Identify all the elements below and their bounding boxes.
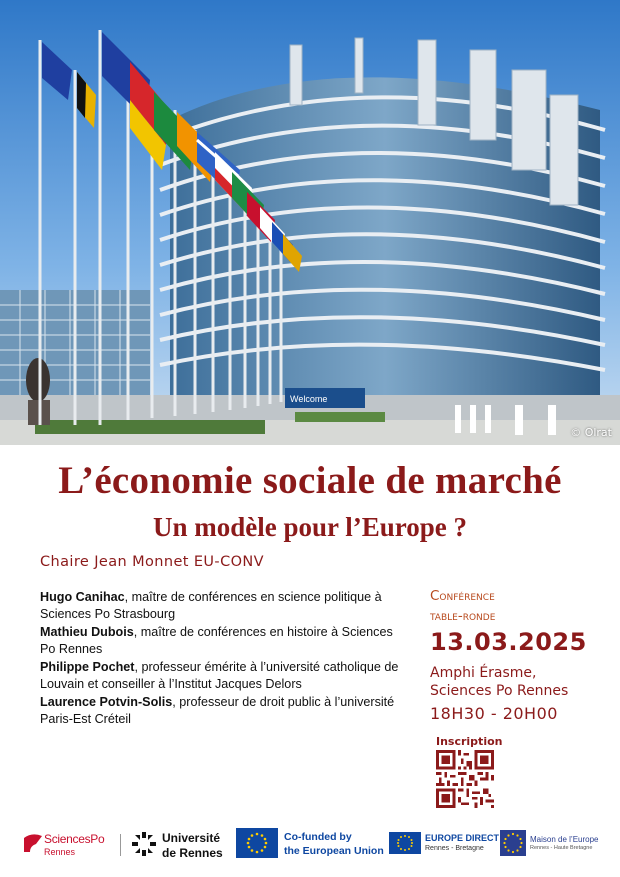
speaker-name: Hugo Canihac — [40, 590, 125, 604]
europe-direct-line-2: Rennes - Bretagne — [425, 845, 484, 852]
event-place — [430, 664, 568, 700]
event-place-line-2: Sciences Po Rennes — [430, 683, 569, 699]
speaker-description: , maître de conférences en histoire à Sciences Po Rennes — [40, 625, 393, 656]
universite-emblem-icon — [132, 832, 156, 856]
speaker-item — [40, 589, 410, 623]
logo-divider — [120, 834, 121, 856]
speaker-description: , maître de conférences en science politique à Sciences Po Strasbourg — [40, 590, 382, 621]
chaire-label: Chaire Jean Monnet EU-CONV — [40, 554, 264, 570]
speaker-item — [40, 624, 410, 658]
speaker-name: Mathieu Dubois — [40, 625, 134, 639]
welcome-banner-text: Welcome — [290, 394, 328, 404]
sciencespo-city: Rennes — [44, 847, 76, 857]
universite-line-2: de Rennes — [162, 846, 223, 860]
page-subtitle: Un modèle pour l’Europe ? — [152, 512, 468, 542]
page-title: L’économie sociale de marché — [58, 459, 562, 502]
sciencespo-emblem-icon — [22, 832, 44, 854]
maison-europe-emblem-icon — [500, 830, 526, 856]
cofunded-line-2: the European Union — [284, 845, 384, 857]
event-date: 13.03.2025 — [430, 628, 587, 656]
event-place-line-1: Amphi Érasme, — [430, 665, 537, 681]
maison-line-2: Rennes - Haute Bretagne — [530, 845, 593, 851]
partner-logos — [0, 826, 620, 868]
inscription-label: Inscription — [436, 735, 503, 748]
speaker-item — [40, 694, 410, 728]
event-type-line-2: table-ronde — [430, 608, 496, 624]
event-time: 18H30 - 20H00 — [430, 704, 558, 723]
speaker-description: , professeur de droit public à l’université Paris-Est Créteil — [40, 695, 395, 726]
maison-line-1: Maison de l’Europe — [530, 835, 599, 844]
eu-flag-icon — [236, 828, 278, 858]
event-type-line-1: Conférence — [430, 588, 495, 604]
europe-direct-line-1: EUROPE DIRECT — [425, 833, 500, 843]
cofunded-line-1: Co-funded by — [284, 831, 352, 843]
sciencespo-name: SciencesPo — [44, 832, 105, 846]
speaker-item — [40, 659, 410, 693]
inscription-qr-code[interactable] — [436, 750, 494, 808]
photo-credit: © Olrat — [570, 426, 612, 439]
europe-direct-flag-icon — [389, 832, 421, 854]
speaker-description: , professeur émérite à l’université catholique de Louvain et conseiller à l’Institut Jacques Delors — [40, 660, 399, 691]
speaker-name: Philippe Pochet — [40, 660, 135, 674]
speakers-list — [40, 589, 410, 729]
universite-line-1: Université — [162, 831, 221, 845]
event-type — [430, 586, 495, 626]
speaker-name: Laurence Potvin-Solis — [40, 695, 173, 709]
